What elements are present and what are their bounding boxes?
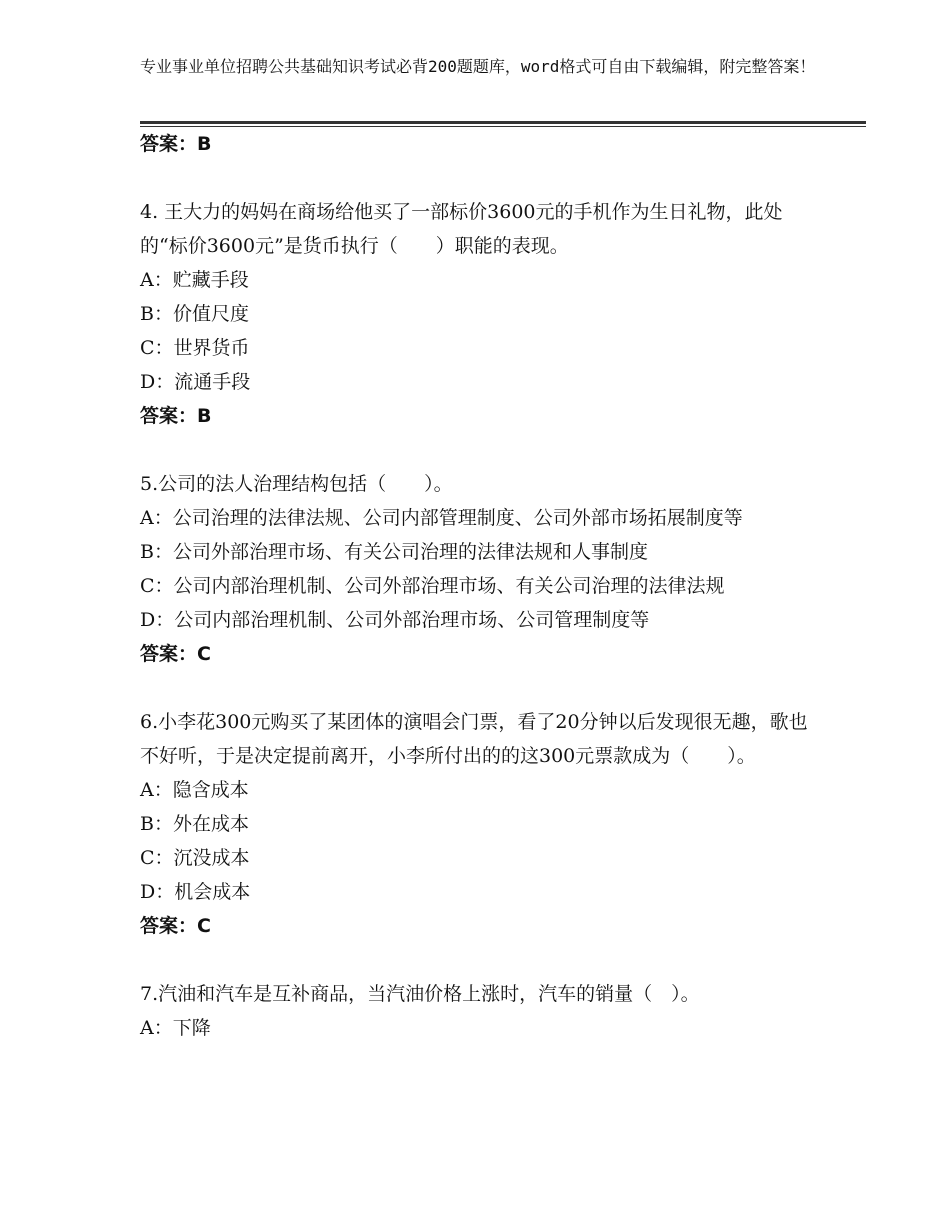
option-c: C：沉没成本 — [140, 847, 250, 869]
answer-line: 答案：B — [140, 405, 212, 427]
option-c: C：世界货币 — [140, 337, 250, 359]
question-block — [140, 195, 820, 433]
option-a: A：隐含成本 — [140, 779, 249, 801]
option-a: A：公司治理的法律法规、公司内部管理制度、公司外部市场拓展制度等 — [140, 507, 743, 529]
question-block — [140, 705, 820, 943]
option-b: B：价值尺度 — [140, 303, 249, 325]
option-d: D：机会成本 — [140, 881, 251, 903]
question-stem: 4. 王大力的妈妈在商场给他买了一部标价3600元的手机作为生日礼物，此处的“标价3600元”是货币执行（ ）职能的表现。 — [140, 201, 783, 257]
page-header: 专业事业单位招聘公共基础知识考试必背200题题库，word格式可自由下载编辑，附完整答案！ — [140, 57, 816, 76]
option-d: D：公司内部治理机制、公司外部治理市场、公司管理制度等 — [140, 609, 650, 631]
question-list — [140, 127, 820, 1045]
question-block — [140, 467, 820, 671]
question-stem: 7.汽油和汽车是互补商品，当汽油价格上涨时，汽车的销量（ ）。 — [140, 983, 700, 1005]
option-d: D：流通手段 — [140, 371, 251, 393]
answer-line: 答案：B — [140, 133, 212, 155]
question-stem: 6.小李花300元购买了某团体的演唱会门票，看了20分钟以后发现很无趣，歌也不好听，于是决定提前离开，小李所付出的的这300元票款成为（ ）。 — [140, 711, 808, 767]
question-block — [140, 977, 820, 1045]
option-a: A：贮藏手段 — [140, 269, 249, 291]
option-c: C：公司内部治理机制、公司外部治理市场、有关公司治理的法律法规 — [140, 575, 725, 597]
answer-line: 答案：C — [140, 915, 211, 937]
option-b: B：公司外部治理市场、有关公司治理的法律法规和人事制度 — [140, 541, 648, 563]
option-a: A：下降 — [140, 1017, 211, 1039]
question-stem: 5.公司的法人治理结构包括（ ）。 — [140, 473, 453, 495]
option-b: B：外在成本 — [140, 813, 249, 835]
header-rule-thick — [140, 121, 866, 124]
answer-line: 答案：C — [140, 643, 211, 665]
